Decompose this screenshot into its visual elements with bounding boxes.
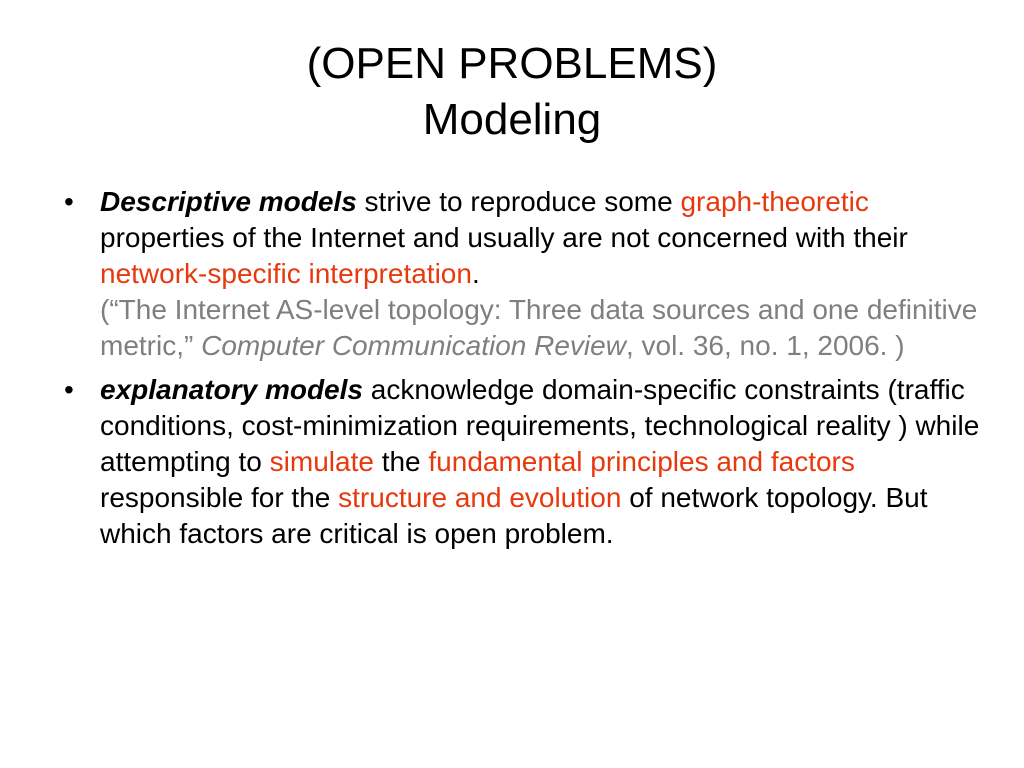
bullet-text: strive to reproduce some [356,186,681,217]
highlight-fundamental-principles: fundamental principles and factors [428,446,855,477]
term-descriptive-models: Descriptive models [100,186,357,217]
term-explanatory-models: explanatory models [100,374,363,405]
slide-title [0,36,1024,148]
bullet-text: responsible for the [100,482,339,513]
citation-journal: Computer Communication Review [201,330,626,361]
bullet-explanatory-models [60,372,980,552]
title-line-1: (OPEN PROBLEMS) [306,39,718,88]
citation-text: (“The Internet AS-level topology: Three data sources and one definitive metric,” [100,294,978,361]
highlight-graph-theoretic: graph-theoretic [680,186,869,217]
title-line-2: Modeling [422,95,602,144]
bullet-text: acknowledge domain-specific constraints (traffic conditions, cost-minimization requirements, technological reality ) while attempting to [100,374,980,477]
bullet-marker: • [64,374,74,405]
bullet-text: . [471,258,480,289]
bullet-descriptive-models [60,184,980,364]
bullet-text: properties of the Internet and usually are not concerned with their [100,222,908,253]
highlight-structure-evolution: structure and evolution [338,482,622,513]
bullet-marker: • [64,186,74,217]
bullet-text: the [373,446,429,477]
highlight-network-specific: network-specific interpretation [100,258,472,289]
bullet-text: of network topology. But which factors are critical is open problem. [100,482,928,549]
bullet-list [60,184,980,560]
citation-text: , vol. 36, no. 1, 2006. ) [625,330,905,361]
highlight-simulate: simulate [269,446,374,477]
